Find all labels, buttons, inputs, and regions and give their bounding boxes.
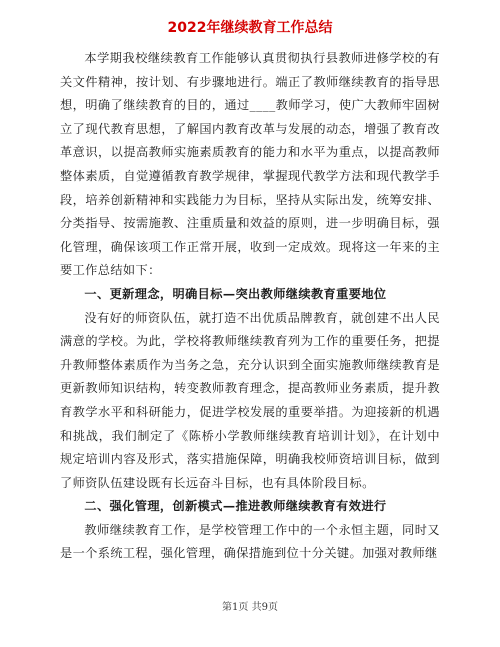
document-title: 2022年继续教育工作总结 [167, 20, 333, 36]
section-2-heading: 二、强化管理，创新模式—推进教师继续教育有效进行 [84, 499, 387, 514]
intro-paragraph: 本学期我校继续教育工作能够认真贯彻执行县教师进修学校的有关文件精神，按计划、有步骤地进行。端正了教师继续教育的指导思想，明确了继续教育的目的，通过____教师学习，使广大教师牢固树立了现代教育思想，了解国内教育改革与发展的动态，增强了教育改革意识，以提高教师实施素质教育的能力和水平为重点，以提高教师整体素质，自觉遵循教育教学规律，掌握现代教学方法和现代教学手段，培养创新精神和实践能力为目标，坚持从实际出发，统筹安排、分类指导、按需施教、注重质量和效益的原则，进一步明确目标，强化管理，确保该项工作正常开展，收到一定成效。现将这一年来的主要工作总结如下： [60, 51, 440, 278]
document-body [60, 47, 440, 566]
section-1-heading: 一、更新理念，明确目标—突出教师继续教育重要地位 [84, 286, 387, 301]
page-number: 第1页 共9页 [222, 602, 278, 613]
section-2-paragraph: 教师继续教育工作，是学校管理工作中的一个永恒主题，同时又是一个系统工程，强化管理，确保措施到位十分关键。加强对教师继 [60, 522, 440, 561]
section-1-paragraph: 没有好的师资队伍，就打造不出优质品牌教育，就创建不出人民满意的学校。为此，学校将教师继续教育列为工作的重要任务，把提升教师整体素质作为当务之急，充分认识到全面实施教师继续教育是更新教师知识结构，转变教师教育理念，提高教师业务素质，提升教育教学水平和科研能力，促进学校发展的重要举措。为迎接新的机遇和挑战，我们制定了《陈桥小学教师继续教育培训计划》，在计划中规定培训内容及形式，落实措施保障，明确我校师资培训目标，做到了师资队伍建设既有长远奋斗目标，也有具体阶段目标。 [60, 310, 440, 490]
